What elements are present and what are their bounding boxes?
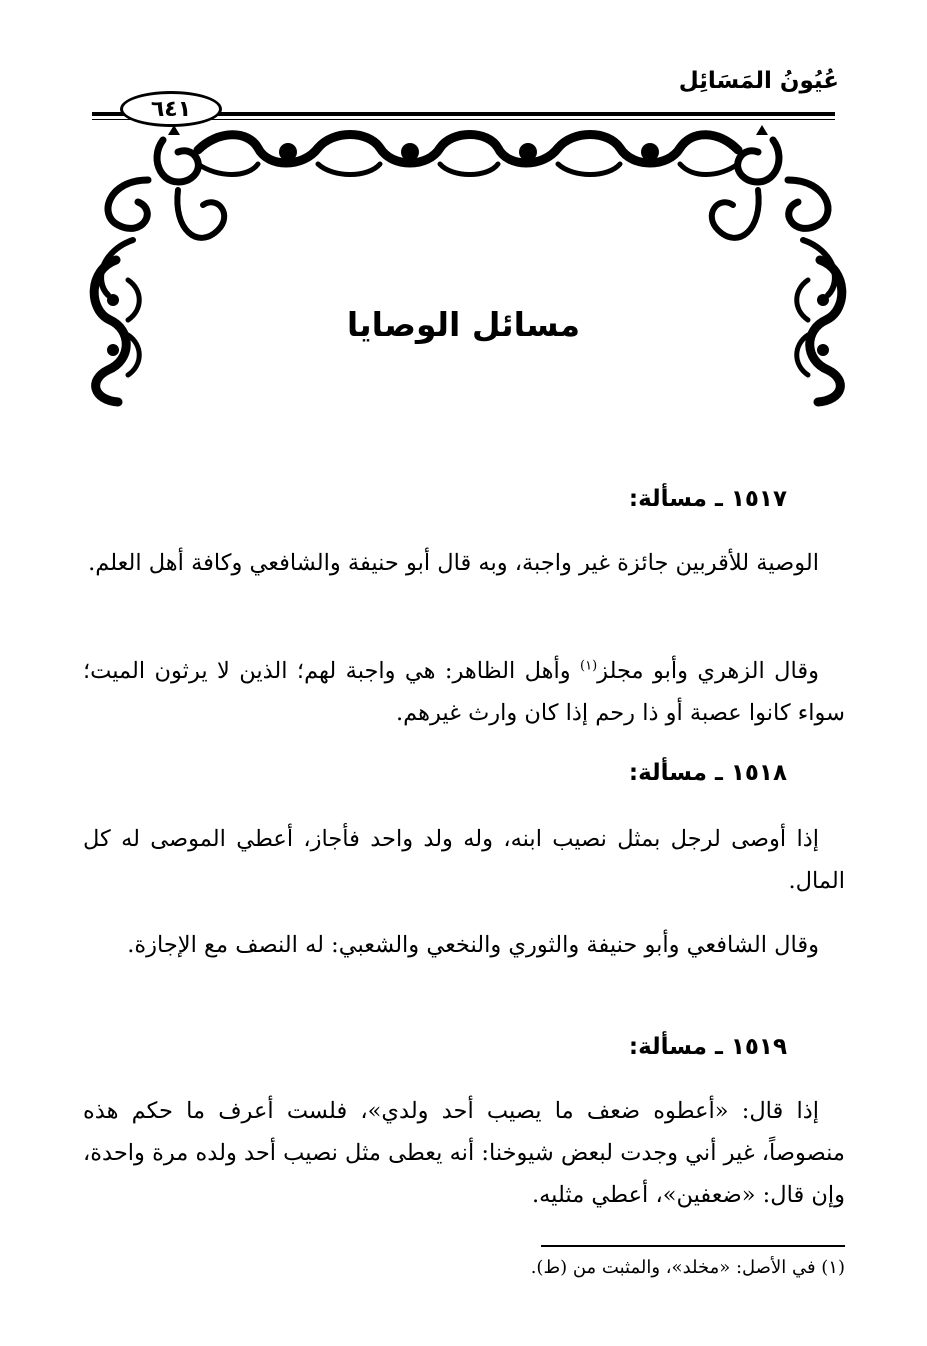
paragraph: وقال الشافعي وأبو حنيفة والثوري والنخعي والشعبي: له النصف مع الإجازة.	[127, 932, 819, 958]
issue-heading: ١٥١٧ ـ مسألة:	[628, 486, 787, 512]
footnote-marker: (١)	[580, 658, 598, 674]
paragraph	[83, 650, 845, 734]
issue-body	[83, 542, 845, 584]
issue-body	[83, 924, 845, 966]
issue-heading: ١٥١٩ ـ مسألة:	[628, 1034, 787, 1060]
paragraph: إذا أوصى لرجل بمثل نصيب ابنه، وله ولد واحد فأجاز، أعطي الموصى له كل المال.	[83, 826, 845, 894]
paragraph: الوصية للأقربين جائزة غير واجبة، وبه قال أبو حنيفة والشافعي وكافة أهل العلم.	[88, 550, 819, 576]
issue-body	[83, 650, 845, 734]
issue-body	[83, 818, 845, 902]
paragraph-text: وقال الزهري وأبو مجلز	[597, 658, 819, 684]
issue-heading: ١٥١٨ ـ مسألة:	[628, 760, 787, 786]
footnote: (١) في الأصل: «مخلد»، والمثبت من (ط).	[530, 1257, 845, 1278]
issue-body	[83, 1090, 845, 1216]
paragraph-text: وأهل الظاهر: هي واجبة لهم؛ الذين لا يرثون الميت؛ سواء كانوا عصبة أو ذا رحم إذا كان وارث غيرهم.	[83, 658, 845, 726]
paragraph: إذا قال: «أعطوه ضعف ما يصيب أحد ولدي»، فلست أعرف ما حكم هذه منصوصاً، غير أني وجدت لبعض شيوخنا: أنه يعطى مثل نصيب أحد ولده مرة واحدة، وإن قال: «ضعفين»، أعطي مثليه.	[83, 1098, 845, 1208]
footnote-divider	[541, 1245, 845, 1247]
running-title: عُيُونُ المَسَائِل	[678, 68, 839, 94]
ornamental-frame	[88, 120, 848, 410]
page-number: ٦٤١	[120, 91, 222, 127]
chapter-title: مسائل الوصايا	[346, 305, 581, 344]
